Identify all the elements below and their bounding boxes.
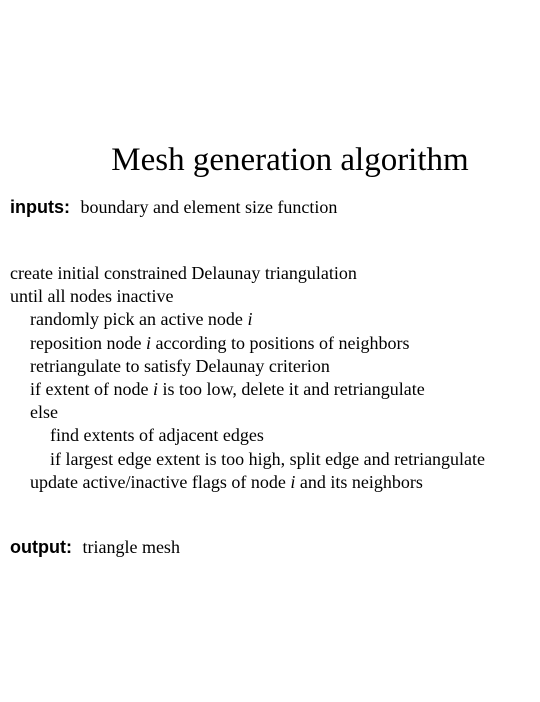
inputs-value: boundary and element size function [80, 197, 338, 217]
algo-line-find-extents [10, 424, 485, 447]
algo-line-reposition [10, 332, 485, 355]
algo-line-else [10, 401, 485, 424]
algo-text: if extent of node [30, 379, 153, 400]
algo-line-pick [10, 308, 485, 331]
algo-text: and its neighbors [295, 471, 423, 492]
algo-text: according to positions of neighbors [151, 332, 410, 353]
algo-text: until all nodes inactive [10, 286, 174, 307]
node-variable: i [247, 309, 253, 330]
node-variable: i [290, 471, 296, 492]
algo-text: create initial constrained Delaunay triangulation [10, 263, 357, 283]
algo-line-split [10, 448, 485, 471]
algo-text: update active/inactive flags of node [30, 471, 291, 492]
algo-text: else [30, 402, 58, 423]
output-value: triangle mesh [82, 537, 180, 557]
algo-line-if-extent [10, 378, 485, 401]
output-line [10, 536, 180, 558]
algo-text: reposition node [30, 332, 146, 353]
algo-text: retriangulate to satisfy Delaunay criterion [30, 355, 330, 376]
output-label: output: [10, 537, 72, 557]
algo-text: is too low, delete it and retriangulate [157, 379, 425, 400]
algo-line-until [10, 285, 485, 308]
algo-line-retriangulate [10, 355, 485, 378]
inputs-label: inputs: [10, 197, 70, 217]
algo-text: find extents of adjacent edges [50, 425, 264, 446]
algo-text: randomly pick an active node [30, 309, 248, 330]
algo-line-update [10, 471, 485, 494]
node-variable: i [152, 379, 158, 400]
algo-line-create [10, 262, 485, 285]
node-variable: i [145, 332, 151, 353]
algorithm-list [10, 262, 485, 494]
algo-text: if largest edge extent is too high, split edge and retriangulate [50, 448, 486, 469]
page-title: Mesh generation algorithm [111, 142, 469, 178]
inputs-line [10, 196, 337, 218]
